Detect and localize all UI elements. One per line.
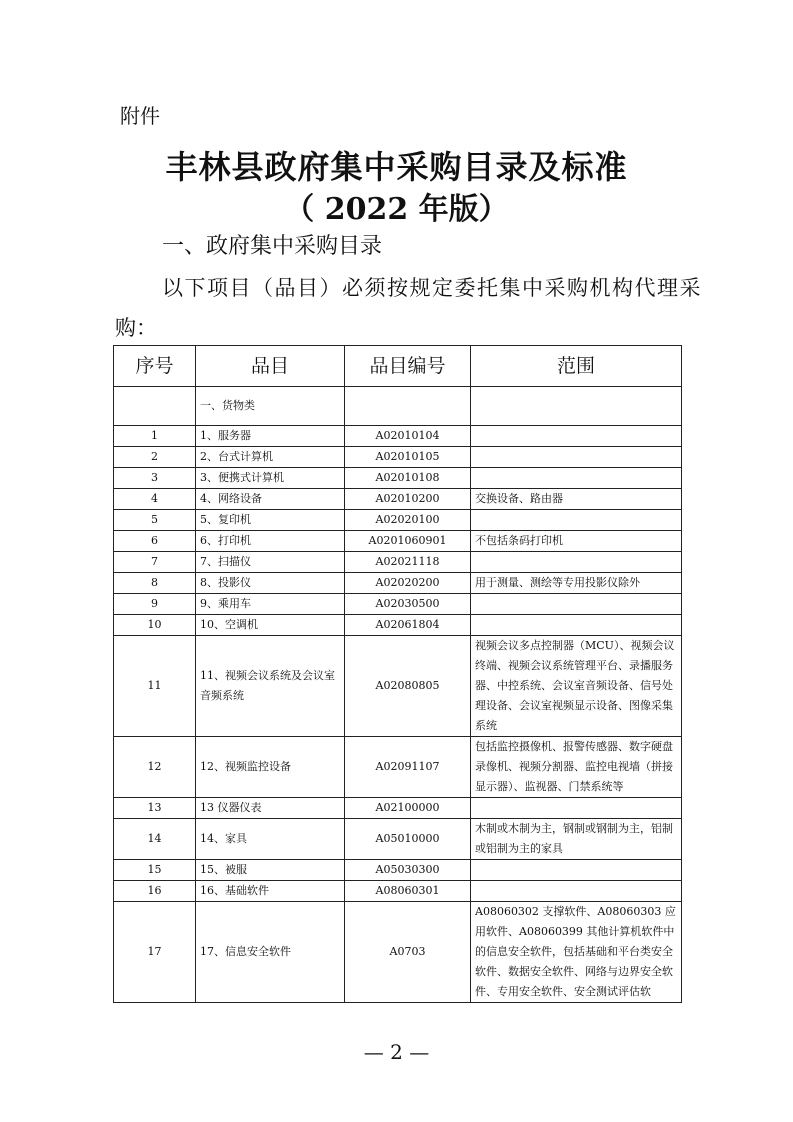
row-scope <box>471 552 682 573</box>
row-item-name: 1、服务器 <box>196 426 345 447</box>
row-scope <box>471 447 682 468</box>
row-item-code: A05010000 <box>345 819 471 860</box>
row-item-name: 10、空调机 <box>196 615 345 636</box>
category-empty-cell <box>345 387 471 426</box>
table-row <box>114 819 682 860</box>
category-label: 一、货物类 <box>196 387 345 426</box>
row-scope: 交换设备、路由器 <box>471 489 682 510</box>
row-item-code: A02100000 <box>345 798 471 819</box>
row-item-code: A02010108 <box>345 468 471 489</box>
row-item-code: A08060301 <box>345 881 471 902</box>
row-item-name: 11、视频会议系统及会议室音频系统 <box>196 636 345 737</box>
header-scope: 范围 <box>471 346 682 387</box>
row-serial: 16 <box>114 881 196 902</box>
row-serial: 14 <box>114 819 196 860</box>
row-item-code: A02021118 <box>345 552 471 573</box>
row-item-name: 17、信息安全软件 <box>196 902 345 1003</box>
row-serial: 15 <box>114 860 196 881</box>
header-serial: 序号 <box>114 346 196 387</box>
table-row <box>114 573 682 594</box>
row-scope <box>471 594 682 615</box>
row-item-name: 2、台式计算机 <box>196 447 345 468</box>
table-row <box>114 426 682 447</box>
row-item-name: 14、家具 <box>196 819 345 860</box>
row-item-code: A02091107 <box>345 737 471 798</box>
row-serial: 17 <box>114 902 196 1003</box>
table-header-row <box>114 346 682 387</box>
row-scope: 用于测量、测绘等专用投影仪除外 <box>471 573 682 594</box>
section-heading: 一、政府集中采购目录 <box>162 234 383 259</box>
intro-text-line2: 购： <box>115 316 157 340</box>
row-serial: 11 <box>114 636 196 737</box>
row-item-code: A02061804 <box>345 615 471 636</box>
row-item-code: A0703 <box>345 902 471 1003</box>
row-scope <box>471 860 682 881</box>
header-item: 品目 <box>196 346 345 387</box>
row-serial: 9 <box>114 594 196 615</box>
document-title: 丰林县政府集中采购目录及标准 <box>165 148 628 186</box>
row-item-code: A02010105 <box>345 447 471 468</box>
row-item-code: A02010200 <box>345 489 471 510</box>
row-serial: 12 <box>114 737 196 798</box>
row-scope: A08060302 支撑软件、A08060303 应用软件、A08060399 其他计算机软件中的信息安全软件，包括基础和平台类安全软件、数据安全软件、网络与边界安全软件、专用安全软件、安全测试评估软 <box>471 902 682 1003</box>
row-item-name: 15、被服 <box>196 860 345 881</box>
row-serial: 10 <box>114 615 196 636</box>
category-empty-cell <box>114 387 196 426</box>
row-item-code: A02020100 <box>345 510 471 531</box>
row-scope <box>471 798 682 819</box>
row-serial: 6 <box>114 531 196 552</box>
row-serial: 2 <box>114 447 196 468</box>
category-row <box>114 387 682 426</box>
row-serial: 7 <box>114 552 196 573</box>
row-item-name: 12、视频监控设备 <box>196 737 345 798</box>
row-scope: 不包括条码打印机 <box>471 531 682 552</box>
table-row <box>114 594 682 615</box>
row-item-code: A0201060901 <box>345 531 471 552</box>
row-scope: 视频会议多点控制器（MCU）、视频会议终端、视频会议系统管理平台、录播服务器、中控系统、会议室音频设备、信号处理设备、会议室视频显示设备、图像采集系统 <box>471 636 682 737</box>
row-serial: 1 <box>114 426 196 447</box>
table-row <box>114 881 682 902</box>
procurement-catalog-table <box>113 345 682 1003</box>
attachment-label: 附件 <box>120 104 160 128</box>
row-item-code: A02030500 <box>345 594 471 615</box>
intro-text-line1: 以下项目（品目）必须按规定委托集中采购机构代理采 <box>162 276 702 300</box>
row-scope <box>471 881 682 902</box>
table-row <box>114 510 682 531</box>
row-serial: 13 <box>114 798 196 819</box>
row-item-name: 8、投影仪 <box>196 573 345 594</box>
table-row <box>114 798 682 819</box>
row-serial: 3 <box>114 468 196 489</box>
table-row <box>114 902 682 1003</box>
row-item-code: A02010104 <box>345 426 471 447</box>
header-code: 品目编号 <box>345 346 471 387</box>
table-row <box>114 489 682 510</box>
row-item-name: 16、基础软件 <box>196 881 345 902</box>
row-item-name: 6、打印机 <box>196 531 345 552</box>
row-scope <box>471 426 682 447</box>
row-item-name: 5、复印机 <box>196 510 345 531</box>
row-scope <box>471 615 682 636</box>
row-item-code: A05030300 <box>345 860 471 881</box>
row-item-name: 13 仪器仪表 <box>196 798 345 819</box>
row-item-name: 4、网络设备 <box>196 489 345 510</box>
page-number: — 2 — <box>363 1040 430 1064</box>
table-row <box>114 615 682 636</box>
row-scope <box>471 468 682 489</box>
row-scope: 木制或木制为主，钢制或钢制为主，铝制或铝制为主的家具 <box>471 819 682 860</box>
table-row <box>114 552 682 573</box>
table-row <box>114 468 682 489</box>
row-serial: 4 <box>114 489 196 510</box>
row-serial: 5 <box>114 510 196 531</box>
row-item-code: A02020200 <box>345 573 471 594</box>
table-row <box>114 531 682 552</box>
table-row <box>114 447 682 468</box>
row-item-name: 7、扫描仪 <box>196 552 345 573</box>
row-item-code: A02080805 <box>345 636 471 737</box>
row-scope <box>471 510 682 531</box>
row-item-name: 9、乘用车 <box>196 594 345 615</box>
category-empty-cell <box>471 387 682 426</box>
table-row <box>114 737 682 798</box>
table-row <box>114 636 682 737</box>
row-item-name: 3、便携式计算机 <box>196 468 345 489</box>
table-row <box>114 860 682 881</box>
document-edition: （ 2022 年版） <box>284 192 509 227</box>
row-scope: 包括监控摄像机、报警传感器、数字硬盘录像机、视频分割器、监控电视墙（拼接显示器）、监视器、门禁系统等 <box>471 737 682 798</box>
row-serial: 8 <box>114 573 196 594</box>
